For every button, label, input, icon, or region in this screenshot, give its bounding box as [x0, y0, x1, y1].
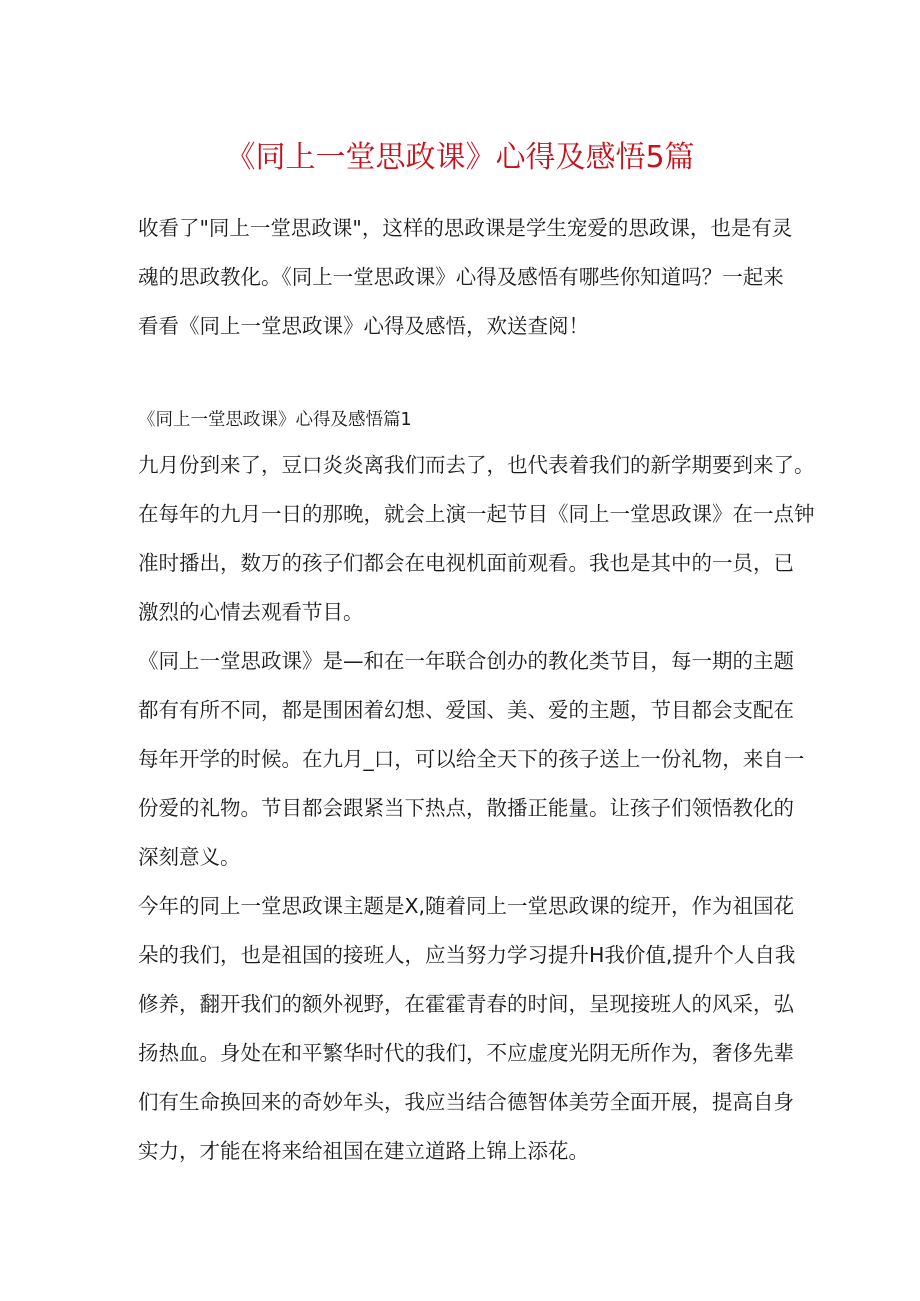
paragraph-line: 都有有所不同，都是围困着幻想、爱国、美、爱的主题，节目都会支配在	[138, 698, 794, 722]
paragraph-line: 深刻意义。	[138, 845, 241, 869]
paragraph-line: 们有生命换回来的奇妙年头，我应当结合德智体美劳全面开展，提高自身	[138, 1090, 794, 1114]
paragraph-line: 《同上一堂思政课》是—和在一年联合创办的教化类节目，每一期的主题	[138, 649, 794, 673]
paragraph-line: 在每年的九月一日的那晚，就会上演一起节目《同上一堂思政课》在一点钟	[138, 502, 815, 526]
paragraph-2	[138, 637, 805, 882]
paragraph-line: 激烈的心情去观看节目。	[138, 600, 364, 624]
paragraph-line: 今年的同上一堂思政课主题是X,随着同上一堂思政课的绽开，作为祖国花	[138, 894, 795, 918]
paragraph-line: 朵的我们，也是祖国的接班人，应当努力学习提升H我价值,提升个人自我	[138, 943, 796, 967]
paragraph-line: 修养，翻开我们的额外视野，在霍霍青春的时间，呈现接班人的风采，弘	[138, 992, 794, 1016]
paragraph-line: 实力，才能在将来给祖国在建立道路上锦上添花。	[138, 1139, 589, 1163]
section-heading: 《同上一堂思政课》心得及感悟篇1	[138, 410, 412, 430]
paragraph-line: 扬热血。身处在和平繁华时代的我们，不应虚度光阴无所作为，奢侈先辈	[138, 1041, 794, 1065]
paragraph-line: 准时播出，数万的孩子们都会在电视机面前观看。我也是其中的一员，已	[138, 551, 794, 575]
intro-paragraph	[138, 204, 793, 351]
paragraph-line: 九月份到来了，豆口炎炎离我们而去了，也代表着我们的新学期要到来了。	[138, 453, 815, 477]
paragraph-3	[138, 882, 796, 1176]
intro-line: 收看了"同上一堂思政课"，这样的思政课是学生宠爱的思政课，也是有灵	[138, 216, 793, 240]
document-title: 《同上一堂思政课》心得及感悟5篇	[225, 140, 695, 175]
intro-line: 魂的思政教化。《同上一堂思政课》心得及感悟有哪些你知道吗？一起来	[138, 265, 784, 289]
intro-line: 看看《同上一堂思政课》心得及感悟，欢送查阅！	[138, 314, 589, 338]
paragraph-line: 每年开学的时候。在九月_口，可以给全天下的孩子送上一份礼物，来自一	[138, 747, 805, 771]
paragraph-1	[138, 441, 815, 637]
paragraph-line: 份爱的礼物。节目都会跟紧当下热点，散播正能量。让孩子们领悟教化的	[138, 796, 794, 820]
